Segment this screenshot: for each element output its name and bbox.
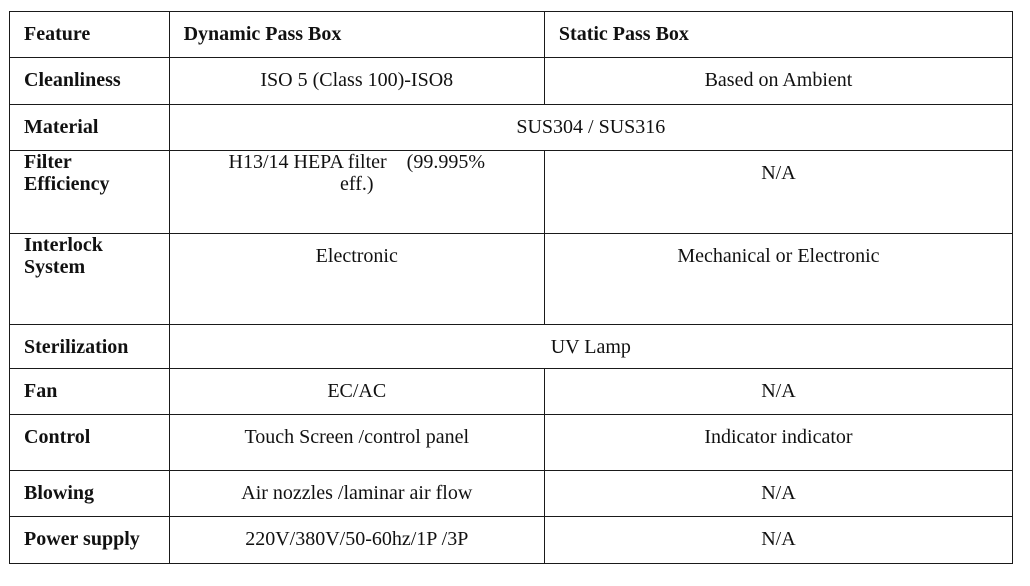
static-value: N/A: [544, 471, 1012, 517]
static-value: N/A: [544, 151, 1012, 234]
dynamic-value: EC/AC: [169, 369, 544, 415]
header-static-pass-box: Static Pass Box: [544, 12, 1012, 58]
table-row: [10, 369, 1013, 415]
feature-label: Fan: [10, 369, 170, 415]
table-row: [10, 517, 1013, 564]
feature-label: [10, 234, 170, 325]
feature-label-line: System: [24, 256, 86, 278]
dynamic-value: Air nozzles /laminar air flow: [169, 471, 544, 517]
table-row: [10, 471, 1013, 517]
merged-value: SUS304 / SUS316: [169, 105, 1012, 151]
dynamic-value: Electronic: [169, 234, 544, 325]
table-row: [10, 234, 1013, 325]
dynamic-value: Touch Screen /control panel: [169, 415, 544, 471]
merged-value: UV Lamp: [169, 325, 1012, 369]
static-value: Indicator indicator: [544, 415, 1012, 471]
table-row: [10, 105, 1013, 151]
feature-label: Control: [10, 415, 170, 471]
feature-label: [10, 151, 170, 234]
header-row: [10, 12, 1013, 58]
table-row: [10, 415, 1013, 471]
feature-label: Sterilization: [10, 325, 170, 369]
static-value: N/A: [544, 517, 1012, 564]
table-row: [10, 58, 1013, 105]
feature-label: Cleanliness: [10, 58, 170, 105]
feature-label: Power supply: [10, 517, 170, 564]
static-value: Mechanical or Electronic: [544, 234, 1012, 325]
dynamic-value-line: [184, 151, 530, 173]
table-row: [10, 325, 1013, 369]
dynamic-value: [169, 151, 544, 234]
pass-box-comparison-table: [9, 11, 1013, 564]
header-dynamic-pass-box: Dynamic Pass Box: [169, 12, 544, 58]
static-value: Based on Ambient: [544, 58, 1012, 105]
feature-label-line: Interlock: [24, 234, 103, 256]
dynamic-value-line: eff.): [340, 173, 374, 195]
feature-label: Blowing: [10, 471, 170, 517]
dynamic-value: ISO 5 (Class 100)-ISO8: [169, 58, 544, 105]
dynamic-value: 220V/380V/50-60hz/1P /3P: [169, 517, 544, 564]
header-feature: Feature: [10, 12, 170, 58]
dynamic-value-part: H13/14 HEPA filter: [228, 151, 387, 173]
dynamic-value-part: (99.995%: [406, 151, 485, 173]
feature-label-line: Efficiency: [24, 173, 110, 195]
table-row: [10, 151, 1013, 234]
static-value: N/A: [544, 369, 1012, 415]
feature-label-line: Filter: [24, 151, 72, 173]
feature-label: Material: [10, 105, 170, 151]
